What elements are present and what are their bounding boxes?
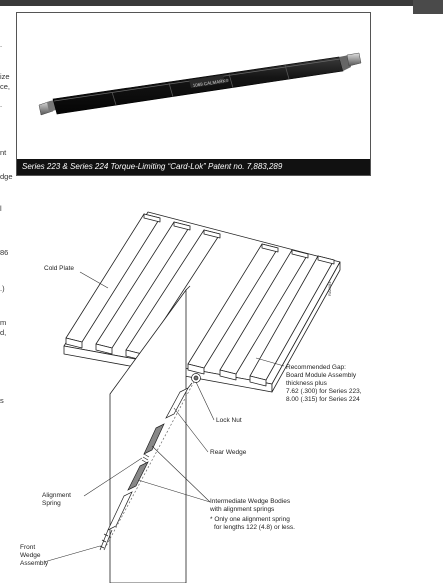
label-alignment-spring: Alignment: [42, 492, 71, 499]
margin-fragment: nt: [0, 148, 7, 157]
margin-fragment: l: [0, 204, 2, 213]
card-lok-photo: [17, 13, 370, 159]
right-screw: [339, 53, 361, 71]
label-front-wedge: Front: [20, 544, 36, 551]
top-rule: [0, 0, 443, 6]
margin-fragment: m: [0, 318, 7, 327]
label-gap-line: 8.00 (.315) for Series 224: [286, 396, 360, 403]
label-cold-plate: Cold Plate: [44, 265, 74, 272]
label-gap-line: thickness plus: [286, 380, 327, 387]
label-intermediate-note: for lengths 122 (4.8) or less.: [214, 524, 295, 531]
top-corner-tab: [413, 0, 443, 14]
label-front-wedge: Wedge: [20, 552, 41, 559]
margin-fragment: .: [0, 100, 3, 109]
photo-caption: Series 223 & Series 224 Torque-Limiting “Card-Lok” Patent no. 7,883,289: [17, 159, 370, 175]
margin-fragment: .): [0, 284, 5, 293]
label-lock-nut: Lock Nut: [216, 417, 242, 424]
label-gap-line: 7.62 (.300) for Series 223,: [286, 388, 362, 395]
product-photo: [16, 12, 371, 176]
label-rear-wedge: Rear Wedge: [210, 449, 247, 456]
margin-fragment: ce,: [0, 82, 11, 91]
label-intermediate-wedge: Intermediate Wedge Bodies: [210, 498, 291, 505]
label-intermediate-wedge: with alignment springs: [210, 506, 275, 513]
margin-fragment: d,: [0, 328, 7, 337]
margin-fragment: 86: [0, 248, 9, 257]
margin-fragment: ize: [0, 72, 10, 81]
label-alignment-spring: Spring: [42, 500, 61, 507]
label-gap-title: Recommended Gap:: [286, 364, 346, 371]
label-front-wedge: Assembly: [20, 560, 49, 567]
margin-fragment: .: [0, 40, 3, 49]
margin-fragment: dge: [0, 172, 13, 181]
label-intermediate-note: * Only one alignment spring: [210, 516, 290, 523]
label-gap-line: Board Module Assembly: [286, 372, 357, 379]
device-marking: 1069 CALMARK®: [192, 77, 230, 88]
margin-fragment: s: [0, 396, 4, 405]
diagram-code: RA8684: [327, 281, 332, 296]
